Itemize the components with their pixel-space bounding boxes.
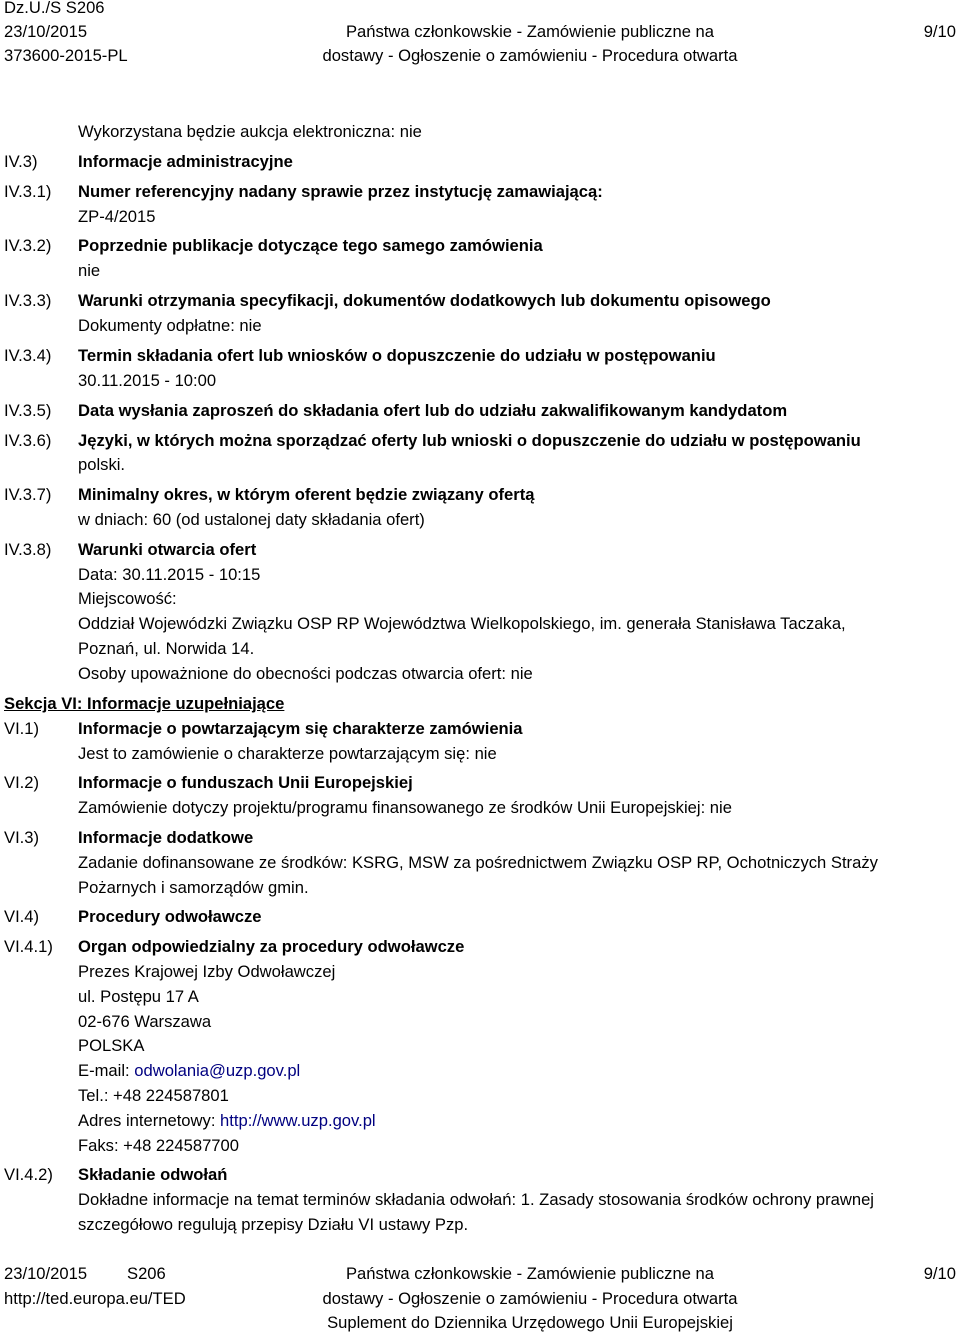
organ-web-row xyxy=(78,1113,376,1130)
section-value: w dniach: 60 (od ustalonej daty składania ofert) xyxy=(78,510,425,529)
section-number: VI.4) xyxy=(4,907,40,926)
section-number: VI.4.1) xyxy=(4,937,53,956)
section-title: Składanie odwołań xyxy=(78,1165,228,1184)
section-title: Minimalny okres, w którym oferent będzie związany ofertą xyxy=(78,485,535,504)
section-number: IV.3.1) xyxy=(4,182,52,201)
section-title: Informacje administracyjne xyxy=(78,152,293,171)
persons-present: Osoby upoważnione do obecności podczas otwarcia ofert: nie xyxy=(78,664,533,683)
footer-line3: Suplement do Dziennika Urzędowego Unii Europejskiej xyxy=(327,1313,733,1332)
section-number: VI.3) xyxy=(4,828,40,847)
email-link[interactable]: odwolania@uzp.gov.pl xyxy=(134,1061,301,1080)
section-number: IV.3.7) xyxy=(4,485,52,504)
organ-city: 02-676 Warszawa xyxy=(78,1012,212,1031)
section-title: Informacje o funduszach Unii Europejskiej xyxy=(78,773,413,792)
section-title: Poprzednie publikacje dotyczące tego samego zamówienia xyxy=(78,236,543,255)
organ-street: ul. Postępu 17 A xyxy=(78,987,199,1006)
section-value: Zamówienie dotyczy projektu/programu finansowanego ze środków Unii Europejskiej: nie xyxy=(78,798,732,817)
section-number: VI.2) xyxy=(4,773,40,792)
header-page: 9/10 xyxy=(923,22,956,41)
section-title: Numer referencyjny nadany sprawie przez instytucję zamawiającą: xyxy=(78,182,603,201)
footer-issue: S206 xyxy=(127,1264,166,1283)
section-title: Informacje dodatkowe xyxy=(78,828,254,847)
footer-page: 9/10 xyxy=(923,1264,956,1283)
footer-date: 23/10/2015 xyxy=(4,1264,88,1283)
header-title-line2: dostawy - Ogłoszenie o zamówieniu - Procedura otwarta xyxy=(322,46,738,65)
section-value: polski. xyxy=(78,455,126,474)
footer-line2: dostawy - Ogłoszenie o zamówieniu - Procedura otwarta xyxy=(322,1289,738,1308)
organ-email-row xyxy=(78,1063,300,1080)
footer-line1: Państwa członkowskie - Zamówienie publiczne na xyxy=(345,1264,714,1283)
place-label: Miejscowość: xyxy=(78,589,177,608)
section-number: VI.4.2) xyxy=(4,1165,53,1184)
section-value: 30.11.2015 - 10:00 xyxy=(78,371,217,390)
section-value: nie xyxy=(78,261,101,280)
web-link[interactable]: http://www.uzp.gov.pl xyxy=(220,1111,376,1130)
section-title: Organ odpowiedzialny za procedury odwoławcze xyxy=(78,937,465,956)
header-title-line1: Państwa członkowskie - Zamówienie publiczne na xyxy=(345,22,714,41)
section-value: Jest to zamówienie o charakterze powtarzającym się: nie xyxy=(78,744,497,763)
section-value-line2: szczegółowo regulują przepisy Działu VI ustawy Pzp. xyxy=(78,1215,469,1234)
auction-info: Wykorzystana będzie aukcja elektroniczna: nie xyxy=(78,122,422,141)
section-number: IV.3.2) xyxy=(4,236,52,255)
section-title: Procedury odwoławcze xyxy=(78,907,262,926)
section-value: ZP-4/2015 xyxy=(78,207,156,226)
section-title: Języki, w których można sporządzać oferty lub wnioski o dopuszczenie do udziału w postępowaniu xyxy=(78,431,861,450)
organ-fax: Faks: +48 224587700 xyxy=(78,1136,239,1155)
opening-date: Data: 30.11.2015 - 10:15 xyxy=(78,565,261,584)
section-value-line1: Zadanie dofinansowane ze środków: KSRG, MSW za pośrednictwem Związku OSP RP, Ochotniczych Straży xyxy=(78,853,878,872)
place-line2: Poznań, ul. Norwida 14. xyxy=(78,639,255,658)
section-number: IV.3.5) xyxy=(4,401,52,420)
organ-name: Prezes Krajowej Izby Odwoławczej xyxy=(78,962,336,981)
section-number: IV.3.8) xyxy=(4,540,52,559)
section-title: Data wysłania zaproszeń do składania ofert lub do udziału zakwalifikowanym kandydatom xyxy=(78,401,788,420)
section-value-line2: Pożarnych i samorządów gmin. xyxy=(78,878,309,897)
section-number: IV.3.3) xyxy=(4,291,52,310)
section-title: Warunki otrzymania specyfikacji, dokumentów dodatkowych lub dokumentu opisowego xyxy=(78,291,771,310)
email-label: E-mail: xyxy=(78,1061,135,1080)
section-heading: Sekcja VI: Informacje uzupełniające xyxy=(4,694,285,713)
section-number: IV.3) xyxy=(4,152,38,171)
web-label: Adres internetowy: xyxy=(78,1111,221,1130)
section-number: IV.3.4) xyxy=(4,346,52,365)
section-title: Warunki otwarcia ofert xyxy=(78,540,257,559)
section-number: IV.3.6) xyxy=(4,431,52,450)
organ-country: POLSKA xyxy=(78,1036,145,1055)
footer-url[interactable]: http://ted.europa.eu/TED xyxy=(4,1289,186,1308)
place-line1: Oddział Wojewódzki Związku OSP RP Województwa Wielkopolskiego, im. generała Stanisława Taczaka, xyxy=(78,614,846,633)
header-date: 23/10/2015 xyxy=(4,22,88,41)
section-value-line1: Dokładne informacje na temat terminów składania odwołań: 1. Zasady stosowania środków ochrony prawnej xyxy=(78,1190,874,1209)
doc-id: Dz.U./S S206 xyxy=(4,0,105,17)
section-title: Termin składania ofert lub wniosków o dopuszczenie do udziału w postępowaniu xyxy=(78,346,716,365)
section-number: VI.1) xyxy=(4,719,40,738)
header-ref: 373600-2015-PL xyxy=(4,46,128,65)
section-title: Informacje o powtarzającym się charakterze zamówienia xyxy=(78,719,523,738)
organ-phone: Tel.: +48 224587801 xyxy=(78,1086,229,1105)
section-value: Dokumenty odpłatne: nie xyxy=(78,316,262,335)
